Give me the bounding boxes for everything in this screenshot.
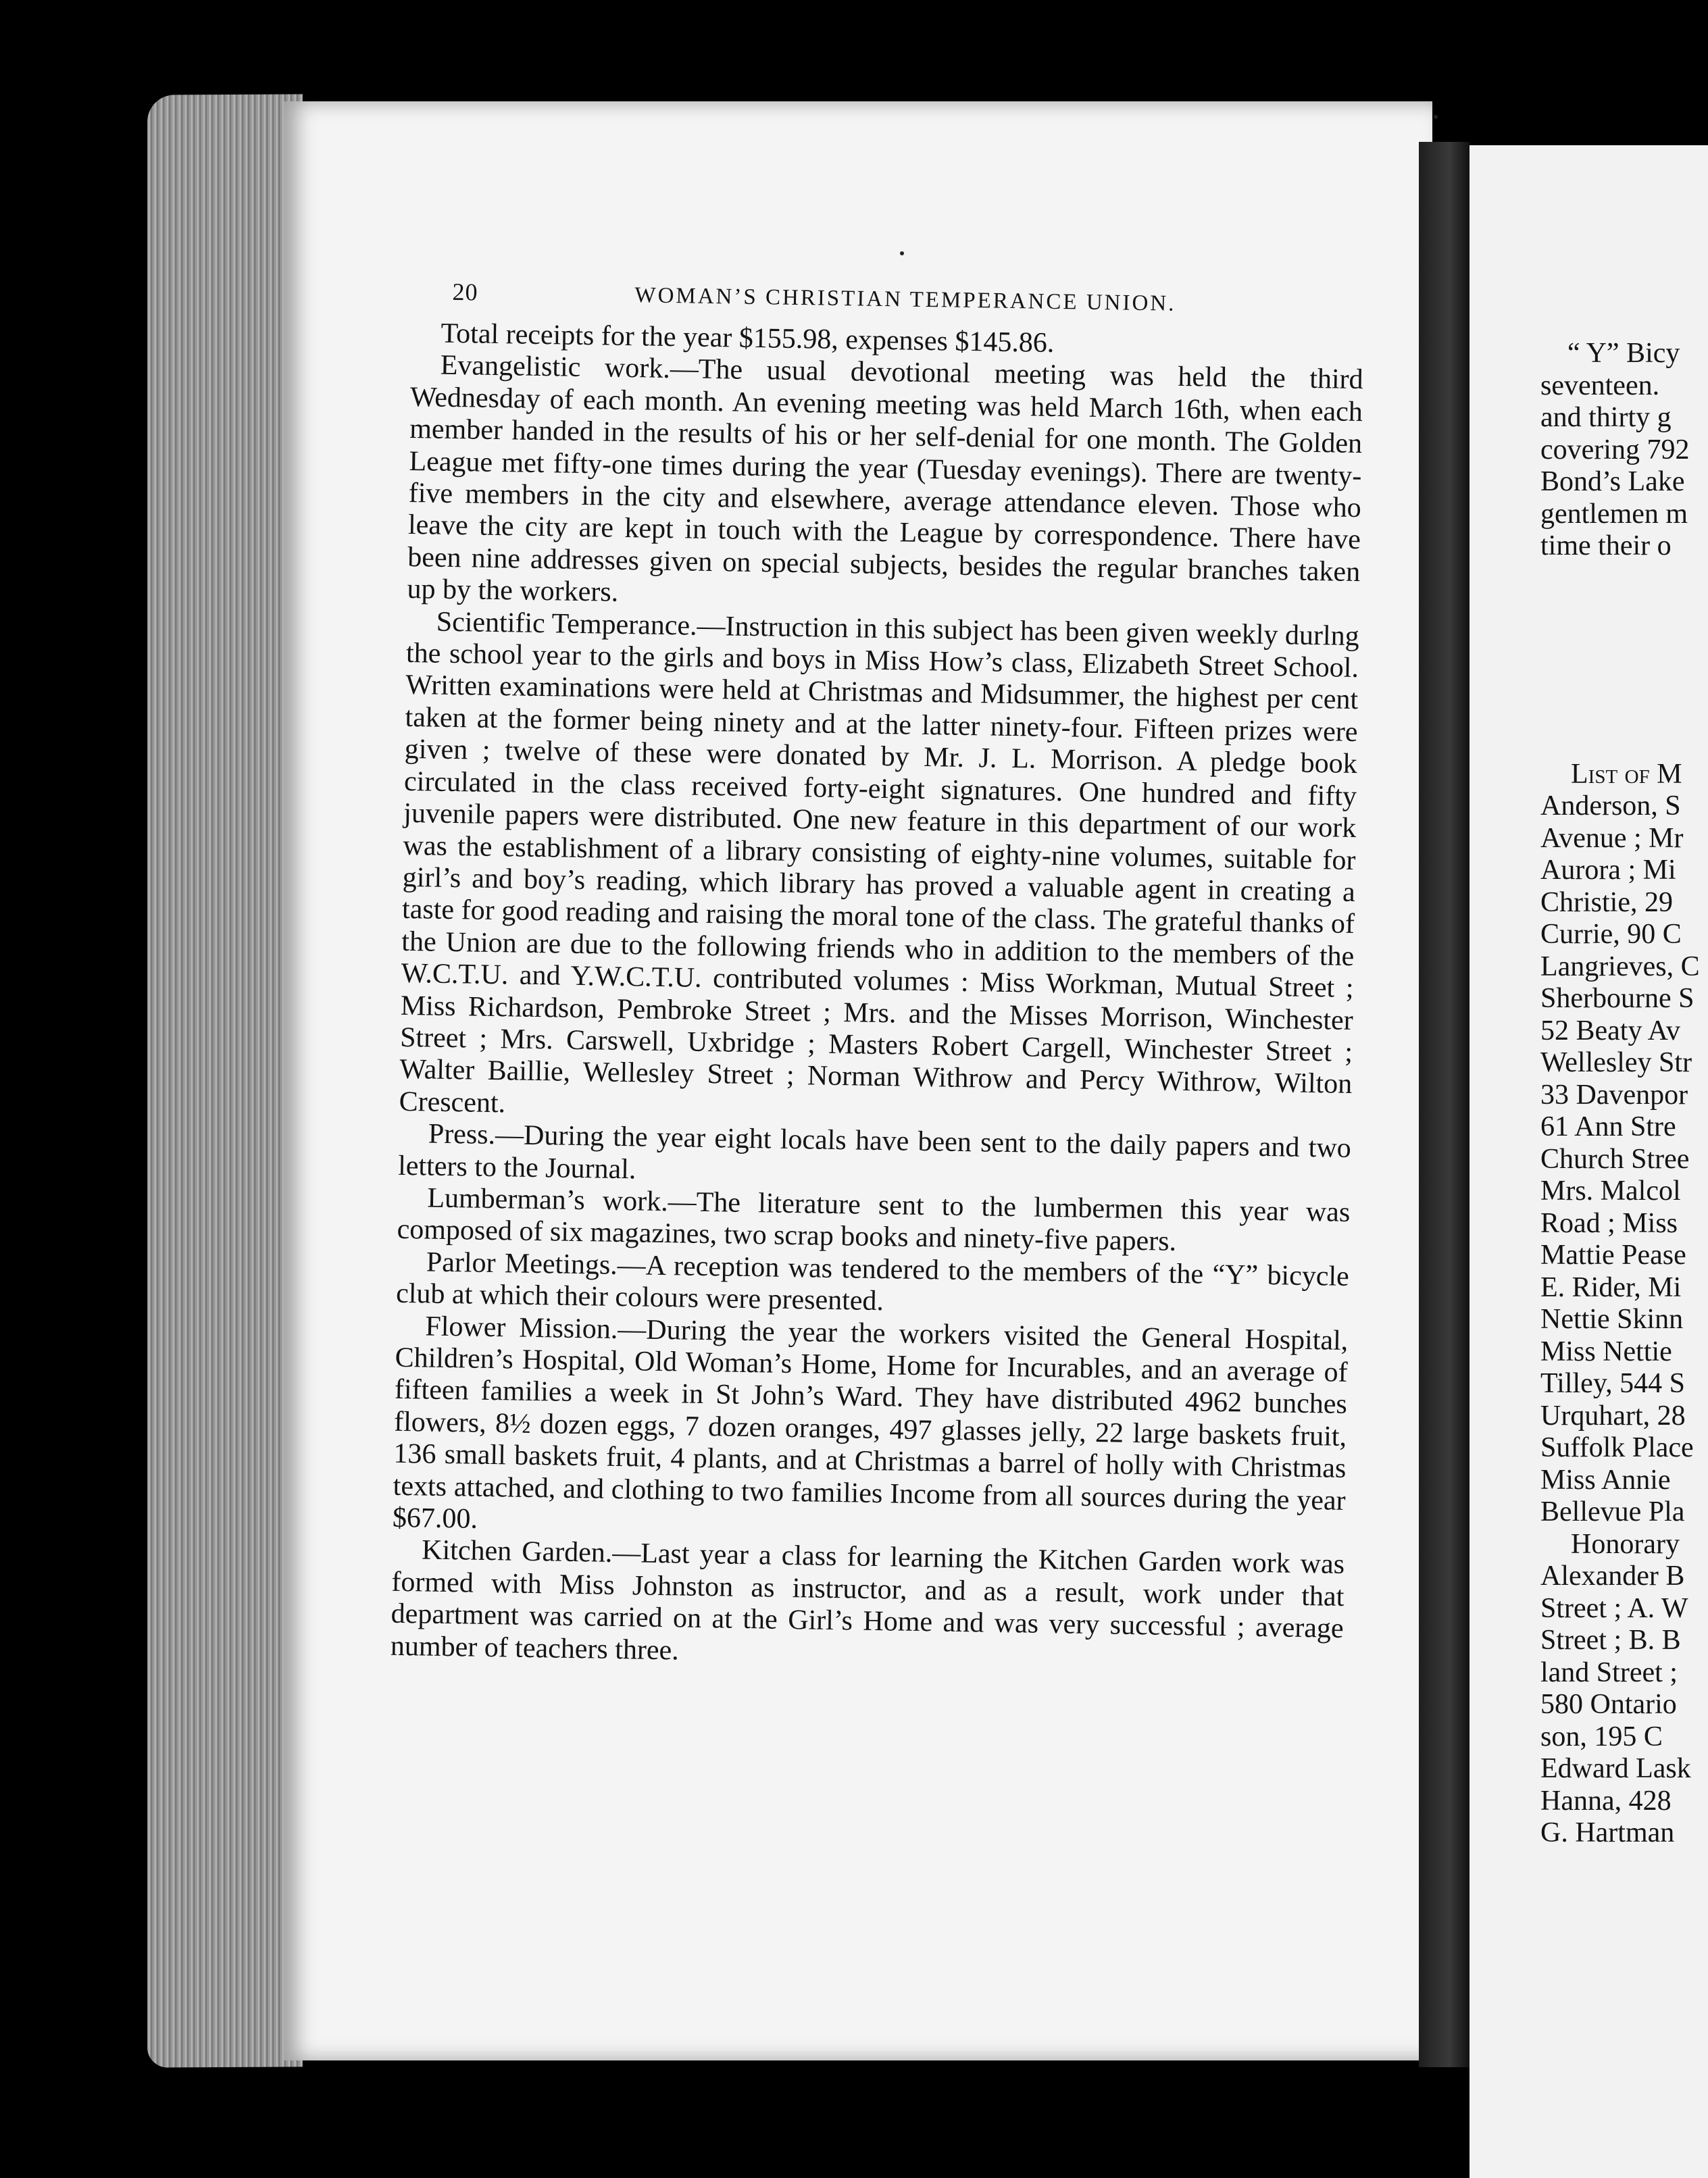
- right-line: Mattie Pease: [1540, 1240, 1686, 1271]
- right-line: Tilley, 544 S: [1540, 1368, 1685, 1399]
- right-line: covering 792: [1540, 434, 1690, 465]
- right-line: Bond’s Lake: [1540, 466, 1685, 497]
- right-line: Street ; A. W: [1540, 1592, 1688, 1624]
- paragraph-press: Press.—During the year eight locals have been sent to the daily papers and two letters to the Journal.: [397, 1118, 1352, 1185]
- paragraph-parlor-meetings: Parlor Meetings.—A reception was tendered to the members of the “Y” bicycle club at which their colours were presented.: [395, 1246, 1350, 1317]
- speck: [900, 251, 904, 255]
- right-line: Mrs. Malcol: [1540, 1175, 1681, 1207]
- right-page-gap: [1540, 563, 1708, 759]
- paragraph-flower-mission: Flower Mission.—During the year the workers visited the General Hospital, Children’s Hospital, Old Woman’s Home, Home for Incurables, and an average of fifteen families a week in St John’s Ward. They have distributed 4962 bunches flowers, 8½ dozen eggs, 7 dozen oranges, 497 glasses jelly, 22 large baskets fruit, 136 small baskets fruit, 4 plants, and at Christmas a barrel of holly with Christmas texts attached, and clothing to two families Income from all sources during the year $67.00.: [392, 1311, 1349, 1535]
- right-line: Honorary: [1571, 1528, 1680, 1560]
- paragraph-lumberman: Lumberman’s work.—The literature sent to the lumbermen this year was composed of six magazines, two scrap books and ninety-five papers.: [397, 1182, 1351, 1258]
- right-line: Sherbourne S: [1540, 983, 1694, 1014]
- right-line: Avenue ; Mr: [1540, 822, 1684, 854]
- right-line: G. Hartman: [1540, 1817, 1675, 1848]
- left-page-text: [391, 270, 1365, 1677]
- right-line: seventeen.: [1540, 370, 1660, 401]
- right-line: Alexander B: [1540, 1561, 1685, 1592]
- right-line: Edward Lask: [1540, 1753, 1691, 1784]
- speck: [1434, 115, 1438, 119]
- right-line: 52 Beaty Av: [1540, 1015, 1680, 1046]
- right-line: Street ; B. B: [1540, 1625, 1681, 1656]
- right-line: land Street ;: [1540, 1656, 1678, 1688]
- right-line: Hanna, 428: [1540, 1785, 1672, 1817]
- right-line: 61 Ann Stre: [1540, 1111, 1676, 1142]
- right-line: Christie, 29: [1540, 886, 1673, 918]
- right-line: “ Y” Bicy: [1567, 338, 1680, 369]
- right-line: Anderson, S: [1540, 790, 1681, 821]
- right-line: 580 Ontario: [1540, 1689, 1677, 1720]
- right-line: Road ; Miss: [1540, 1207, 1678, 1239]
- right-line: Bellevue Pla: [1540, 1496, 1685, 1527]
- running-title: WOMAN’S CHRISTIAN TEMPERANCE UNION.: [634, 283, 1176, 316]
- right-line: E. Rider, Mi: [1540, 1271, 1682, 1303]
- right-line: Currie, 90 C: [1540, 919, 1682, 950]
- right-line: time their o: [1540, 530, 1672, 561]
- right-line: List of M: [1571, 758, 1682, 790]
- right-line: Church Stree: [1540, 1143, 1690, 1175]
- right-line: Urquhart, 28: [1540, 1400, 1686, 1432]
- right-line: Nettie Skinn: [1540, 1304, 1684, 1335]
- paragraph-evangelistic: Evangelistic work.—The usual devotional meeting was held the third Wednesday of each month. An evening meeting was held March 16th, when each member handed in the results of his or her self-denial for one month. The Golden League met fifty-one times during the year (Tuesday evenings). There are twenty-five members in the city and elsewhere, average attendance eleven. Those who leave the city are kept in touch with the League by correspondence. There have been nine addresses given on special subjects, besides the regular branches taken up by the workers.: [407, 350, 1363, 609]
- book-page-edges: [147, 94, 303, 2067]
- right-line: Miss Nettie: [1540, 1336, 1672, 1367]
- paragraph-receipts: Total receipts for the year $155.98, expenses $145.86.: [441, 318, 1055, 359]
- right-line: and thirty g: [1540, 402, 1672, 433]
- right-line: Miss Annie: [1540, 1464, 1671, 1496]
- right-line: Wellesley Str: [1540, 1047, 1692, 1078]
- right-line: son, 195 C: [1540, 1721, 1663, 1752]
- book-gutter: [1419, 142, 1470, 2067]
- right-line: 33 Davenpor: [1540, 1079, 1688, 1111]
- page-number: 20: [452, 278, 478, 306]
- right-line: Aurora ; Mi: [1540, 855, 1676, 886]
- right-page-text: [1540, 338, 1708, 1850]
- right-line: Langrieves, C: [1540, 951, 1700, 982]
- paragraph-kitchen-garden: Kitchen Garden.—Last year a class for learning the Kitchen Garden work was formed with Miss Johnston as instructor, and as a result, work under that department was carried on at the Girl’s Home and was very successful ; average number of teachers three.: [390, 1534, 1345, 1667]
- paragraph-scientific-temperance: Scientific Temperance.—Instruction in this subject has been given weekly durlng the school year to the girls and boys in Miss How’s class, Elizabeth Street School. Written examinations were held at Christmas and Midsummer, the highest per cent taken at the former being ninety and at the latter ninety-four. Fifteen prizes were given ; twelve of these were donated by Mr. J. L. Morrison. A pledge book circulated in the class received forty-eight signatures. One hundred and fifty juvenile papers were distributed. One new feature in this department of our work was the establishment of a library consisting of eighty-nine volumes, suitable for girl’s and boy’s reading, which library has proved a valuable agent in creating a taste for good reading and raising the moral tone of the class. The grateful thanks of the Union are due to the following friends who in addition to the members of the W.C.T.U. and Y.W.C.T.U. contributed volumes : Miss Workman, Mutual Street ; Miss Richardson, Pembroke Street ; Mrs. and the Misses Morrison, Winchester Street ; Mrs. Carswell, Uxbridge ; Masters Robert Cargell, Winchester Street ; Walter Baillie, Wellesley Street ; Norman Withrow and Percy Withrow, Wilton Crescent.: [399, 606, 1360, 1119]
- right-line: gentlemen m: [1540, 498, 1688, 530]
- right-line: Suffolk Place: [1540, 1432, 1694, 1463]
